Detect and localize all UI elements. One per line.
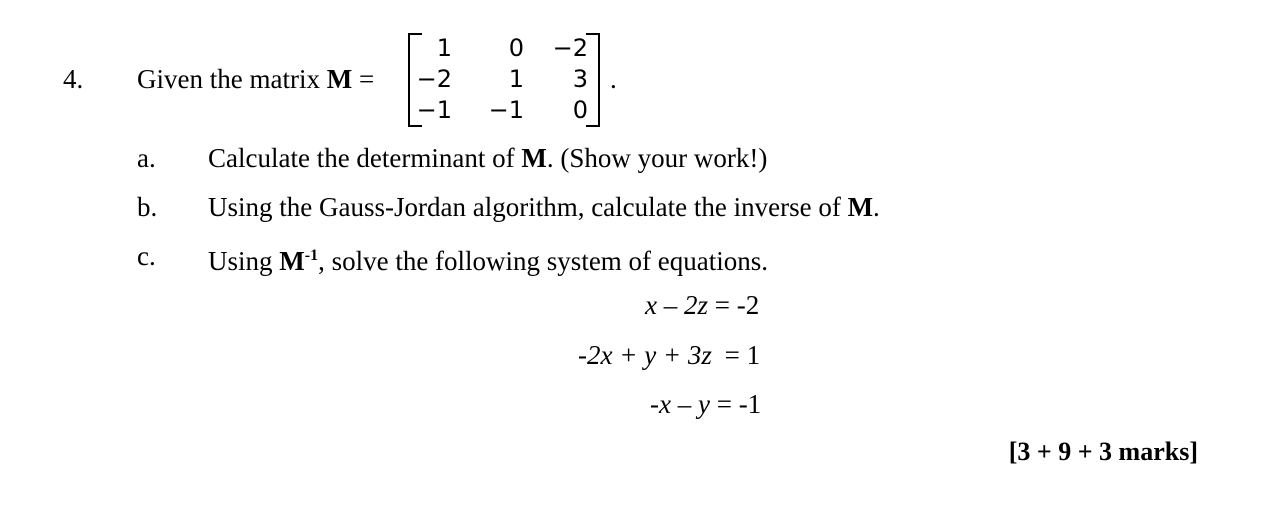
part-c-prefix: Using [208,246,280,276]
part-b-text [208,191,880,223]
part-a-text [208,142,767,174]
question-number: 4. [63,64,84,94]
part-c-label: c. [137,241,156,271]
matrix-cell: 1 [436,34,452,62]
matrix-cell: −2 [416,65,452,93]
equation-2-rhs: = 1 [724,340,761,370]
intro-text: Given the matrix [137,64,320,94]
equation-3 [650,388,761,420]
matrix-cell: 0 [572,96,588,124]
part-a-label: a. [137,143,156,173]
equation-2 [578,339,760,371]
matrix-cell: −2 [552,34,588,62]
equation-1 [645,289,759,321]
part-b-label: b. [137,192,158,222]
marks-allocation: [3 + 9 + 3 marks] [1008,437,1198,466]
question-intro [137,63,374,95]
equation-3-rhs: = -1 [716,389,762,419]
part-a-suffix: . (Show your work!) [546,143,768,173]
equation-1-lhs: x – 2z [645,290,708,320]
part-c-matrix: M [279,246,305,276]
matrix-cell: 3 [572,65,588,93]
part-b-suffix: . [873,192,880,222]
matrix-cell: 1 [508,65,524,93]
equation-1-rhs: = -2 [714,290,760,320]
matrix-period: . [610,64,617,94]
part-c-text [208,240,768,277]
equation-2-lhs: -2x + y + 3z [578,340,712,370]
equation-3-lhs: -x – y [650,389,710,419]
equals-sign: = [358,64,375,94]
part-c-superscript: -1 [304,247,319,264]
part-b-prefix: Using the Gauss-Jordan algorithm, calculate the inverse of [208,192,848,222]
part-a-prefix: Calculate the determinant of [208,143,522,173]
part-b-matrix: M [847,192,874,222]
part-c-suffix: , solve the following system of equations. [318,246,769,276]
matrix-m [408,33,608,125]
matrix-cell: −1 [488,96,524,124]
matrix-name: M [326,64,353,94]
right-bracket [586,33,600,127]
matrix-cell: −1 [416,96,452,124]
matrix-cell: 0 [508,34,524,62]
part-a-matrix: M [521,143,547,173]
